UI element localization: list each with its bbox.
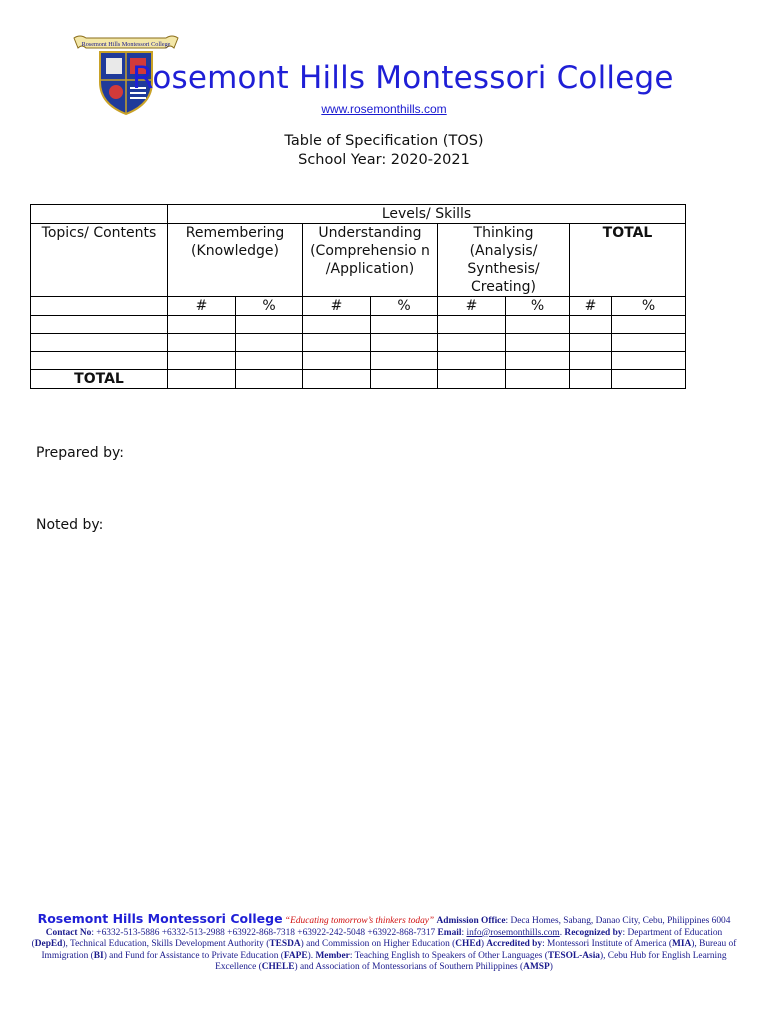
table-cell[interactable]: [31, 352, 168, 370]
footer-recognized-label: Recognized by: [564, 927, 623, 938]
footer-acronym: TESOL-Asia: [547, 950, 600, 961]
table-cell[interactable]: [506, 370, 570, 389]
table-cell[interactable]: [168, 316, 236, 334]
percent-header: %: [371, 297, 438, 316]
table-cell[interactable]: [612, 334, 686, 352]
footer-email-link[interactable]: info@rosemonthills.com: [466, 927, 560, 938]
table-cell[interactable]: [371, 352, 438, 370]
logo-banner-text: Rosemont Hills Montessori College: [81, 41, 171, 48]
table-cell[interactable]: [612, 370, 686, 389]
table-cell[interactable]: [303, 370, 371, 389]
topics-header: Topics/ Contents: [31, 224, 168, 297]
table-row: [31, 334, 686, 352]
footer-acronym: MIA: [672, 939, 692, 950]
table-cell[interactable]: [506, 334, 570, 352]
footer-text: ), Bureau of Immigration (: [41, 939, 737, 961]
footer-text: : Montessori Institute of America (: [542, 939, 673, 950]
count-header: #: [168, 297, 236, 316]
table-row: [31, 224, 686, 297]
table-cell[interactable]: [303, 316, 371, 334]
website-link[interactable]: www.rosemonthills.com: [321, 102, 447, 116]
table-cell: [31, 297, 168, 316]
document-title: Table of Specification (TOS): [284, 133, 484, 149]
footer-accredited-label: Accredited by: [486, 939, 543, 950]
footer-college-name: Rosemont Hills Montessori College: [37, 911, 283, 926]
table-cell[interactable]: [612, 352, 686, 370]
table-cell[interactable]: [506, 352, 570, 370]
table-cell: [31, 205, 168, 224]
count-header: #: [438, 297, 506, 316]
table-cell[interactable]: [438, 334, 506, 352]
table-row: [31, 205, 686, 224]
table-cell[interactable]: [570, 352, 612, 370]
footer-acronym: DepEd: [34, 939, 63, 950]
remembering-header: Remembering (Knowledge): [168, 224, 303, 297]
table-cell[interactable]: [438, 316, 506, 334]
table-cell[interactable]: [371, 370, 438, 389]
footer-text: ): [307, 950, 311, 961]
understanding-header: Understanding (Comprehensio n /Application): [303, 224, 438, 297]
footer-email-label: Email: [437, 927, 462, 938]
footer-text: : Department of Education (: [31, 927, 723, 950]
footer-tagline: “Educating tomorrow’s thinkers today”: [284, 916, 435, 926]
footer-text: ) and Association of Montessorians of Southern Philippines (: [294, 962, 524, 973]
footer-acronym: FAPE: [283, 950, 308, 961]
footer-acronym: CHELE: [261, 962, 295, 973]
footer-text: ) and Commission on Higher Education (: [300, 939, 456, 950]
thinking-header: Thinking (Analysis/ Synthesis/ Creating): [438, 224, 570, 297]
count-header: #: [303, 297, 371, 316]
footer-acronym: TESDA: [269, 939, 301, 950]
table-cell[interactable]: [506, 316, 570, 334]
total-row-label: TOTAL: [31, 370, 168, 389]
school-year: School Year: 2020-2021: [298, 152, 470, 168]
table-cell[interactable]: [31, 334, 168, 352]
footer-acronym: AMSP: [523, 962, 550, 973]
table-cell[interactable]: [570, 334, 612, 352]
noted-by-label: Noted by:: [36, 517, 104, 533]
college-name: Rosemont Hills Montessori College: [132, 60, 674, 96]
levels-skills-header: Levels/ Skills: [168, 205, 686, 224]
footer-member-label: Member: [315, 950, 350, 961]
table-cell[interactable]: [236, 370, 303, 389]
table-cell[interactable]: [438, 352, 506, 370]
table-cell[interactable]: [612, 316, 686, 334]
footer-text: ): [549, 962, 553, 973]
table-cell[interactable]: [371, 334, 438, 352]
table-cell[interactable]: [236, 316, 303, 334]
footer-text: ), Technical Education, Skills Development Authority (: [62, 939, 270, 950]
table-cell[interactable]: [168, 370, 236, 389]
table-cell[interactable]: [438, 370, 506, 389]
footer-contact-label: Contact No: [45, 927, 92, 938]
table-row: [31, 370, 686, 389]
table-row: [31, 297, 686, 316]
percent-header: %: [236, 297, 303, 316]
footer-text: : Teaching English to Speakers of Other Languages (: [349, 950, 548, 961]
table-row: [31, 316, 686, 334]
footer-acronym: CHEd: [455, 939, 481, 950]
table-cell[interactable]: [31, 316, 168, 334]
table-cell[interactable]: [570, 370, 612, 389]
table-cell[interactable]: [236, 334, 303, 352]
footer-admission-label: Admission Office: [436, 916, 506, 926]
table-cell[interactable]: [303, 352, 371, 370]
table-cell[interactable]: [570, 316, 612, 334]
percent-header: %: [612, 297, 686, 316]
footer-contact-text: : +6332-513-5886 +6332-513-2988 +63922-868-7318 +63922-242-5048 +63922-868-7317: [91, 927, 436, 938]
percent-header: %: [506, 297, 570, 316]
table-cell[interactable]: [303, 334, 371, 352]
footer-text: ): [480, 939, 484, 950]
table-cell[interactable]: [236, 352, 303, 370]
footer-text: ) and Fund for Assistance to Private Education (: [103, 950, 284, 961]
table-cell[interactable]: [168, 334, 236, 352]
footer-acronym: BI: [93, 950, 104, 961]
table-row: [31, 352, 686, 370]
table-cell[interactable]: [371, 316, 438, 334]
count-header: #: [570, 297, 612, 316]
table-cell[interactable]: [168, 352, 236, 370]
footer-admission-text: : Deca Homes, Sabang, Danao City, Cebu, Philippines 6004: [505, 916, 731, 926]
footer-text: ), Cebu Hub for English Learning Excellence (: [215, 950, 727, 973]
footer: Rosemont Hills Montessori College “Educating tomorrow’s thinkers today” Admission Office: Deca Homes, Sabang, Danao City, Cebu, Philippines 6004 Contact No: +6332-513-5886 +6332-513-2988 +63922-868-7318 +63922-242-5048 +63922-868-7317 Email: info@rosemonthills.com. Recognized by: Department of Education (DepEd), Technical Education, Skills Development Authority (TESDA) and Commission on Higher Education (CHEd) Accredited by: Montessori Institute of America (MIA), Bureau of Immigration (BI) and Fund for Assistance to Private Education (FAPE). Member: Teaching English to Speakers of Other Languages (TESOL-Asia), Cebu Hub for English Learning Excellence (CHELE) and Association of Montessorians of Southern Philippines (AMSP): [31, 911, 737, 973]
specification-table: [30, 204, 686, 389]
total-header: TOTAL: [570, 224, 686, 297]
prepared-by-label: Prepared by:: [36, 445, 124, 461]
